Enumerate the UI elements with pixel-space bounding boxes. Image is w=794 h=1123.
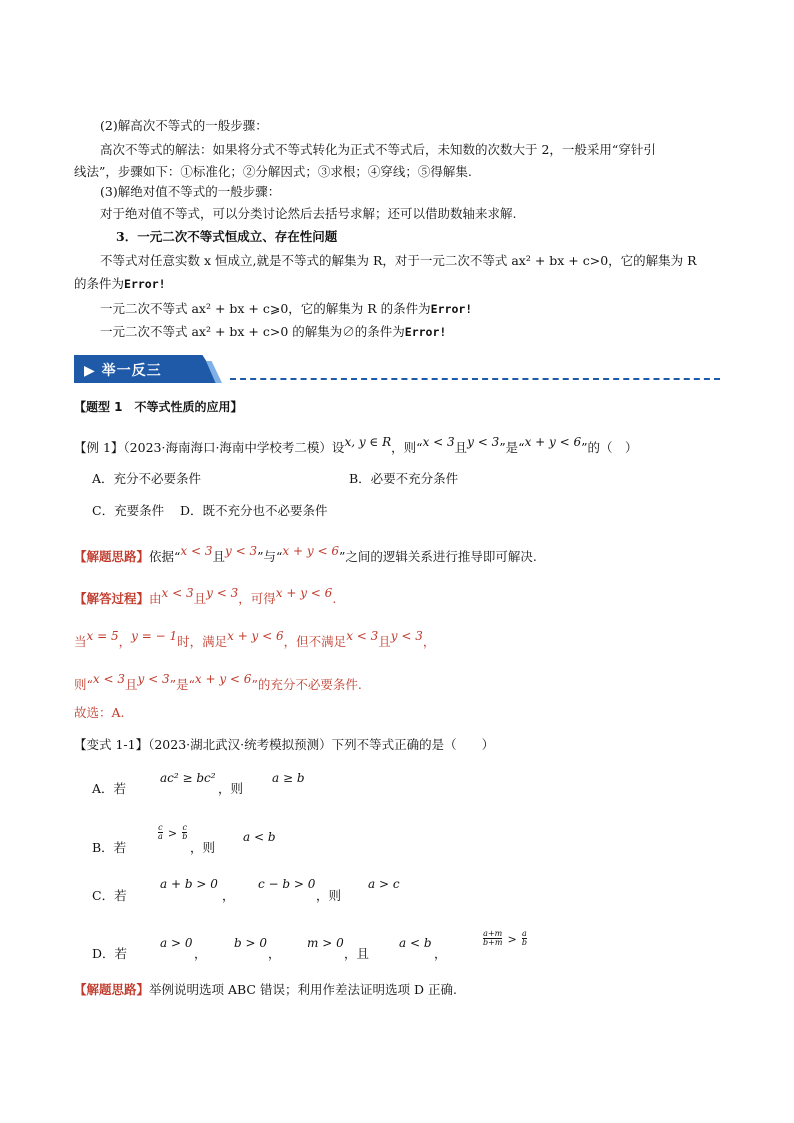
variant-option-b: B．若 bbox=[92, 840, 127, 855]
section3-title: 3．一元二次不等式恒成立、存在性问题 bbox=[116, 229, 338, 244]
variant-c-then: ，则 bbox=[316, 888, 342, 903]
process1-line1: 【解答过程】由x < 3且y < 3，可得x + y < 6. bbox=[74, 586, 337, 606]
type1-title: 【题型 1 不等式性质的应用】 bbox=[74, 400, 243, 414]
variant-c-conclusion: a > c bbox=[368, 877, 400, 891]
abs-line: 对于绝对值不等式，可以分类讨论然后去括号求解；还可以借助数轴来求解. bbox=[100, 206, 517, 221]
variant1-title: 【变式 1-1】（2023·湖北武汉·统考模拟预测）下列不等式正确的是（ ） bbox=[74, 737, 495, 752]
section3-line4: 一元二次不等式 ax² + bx + c>0 的解集为∅的条件为Error! bbox=[100, 324, 447, 339]
high-order-line1: 高次不等式的解法：如果将分式不等式转化为正式不等式后，未知数的次数大于 2，一般采用“穿针引 bbox=[100, 142, 656, 157]
variant1-idea: 【解题思路】举例说明选项 ABC 错误；利用作差法证明选项 D 正确. bbox=[74, 982, 457, 997]
idea1-line: 【解题思路】依据“x < 3且y < 3”与“x + y < 6”之间的逻辑关系进行推导即可解决. bbox=[74, 544, 537, 564]
variant-d-comma3: ， bbox=[434, 946, 447, 961]
variant-d-premise2: b > 0 bbox=[234, 936, 267, 950]
process1-line2: 当x = 5，y = − 1时，满足x + y < 6，但不满足x < 3且y < 3， bbox=[74, 629, 436, 649]
variant-b-premise: $\frac{c}{a}$ > $\frac{c}{b}$ bbox=[158, 823, 188, 841]
variant-d-and: ，且 bbox=[344, 946, 370, 961]
variant-a-then: ，则 bbox=[218, 781, 244, 796]
variant-d-premise4: a < b bbox=[399, 936, 432, 950]
variant-option-a: A．若 bbox=[92, 781, 127, 796]
high-order-title: (2)解高次不等式的一般步骤： bbox=[100, 118, 268, 133]
variant-a-premise: ac² ≥ bc² bbox=[160, 771, 216, 785]
variant-c-comma: ， bbox=[222, 888, 235, 903]
example1-stem: 【例 1】（2023·海南海口·海南中学校考二模）设x, y ∈ R，则“x < 3且y < 3”是“x + y < 6”的（ ） bbox=[74, 435, 638, 455]
variant-b-then: ，则 bbox=[190, 840, 216, 855]
variant-c-premise2: c − b > 0 bbox=[258, 877, 316, 891]
variant-c-premise1: a + b > 0 bbox=[160, 877, 218, 891]
variant-d-premise1: a > 0 bbox=[160, 936, 193, 950]
process1-line3: 则“x < 3且y < 3”是“x + y < 6”的充分不必要条件. bbox=[74, 672, 362, 692]
option-d: D．既不充分也不必要条件 bbox=[180, 503, 328, 518]
banner-title: ▶ 举一反三 bbox=[84, 363, 162, 379]
variant-d-comma1: ， bbox=[194, 946, 207, 961]
variant-a-conclusion: a ≥ b bbox=[272, 771, 305, 785]
high-order-line2: 线法”，步骤如下：①标准化；②分解因式；③求根；④穿线；⑤得解集. bbox=[74, 164, 472, 179]
variant-d-comma2: ， bbox=[268, 946, 281, 961]
play-triangle-icon: ▶ bbox=[84, 363, 96, 379]
option-c: C．充要条件 bbox=[92, 503, 165, 518]
abs-title: (3)解绝对值不等式的一般步骤： bbox=[100, 184, 281, 199]
variant-d-conclusion: $\frac{a+m}{b+m}$ > $\frac{a}{b}$ bbox=[483, 929, 527, 947]
variant-option-d: D．若 bbox=[92, 946, 128, 961]
banner-dashed-rule bbox=[230, 378, 720, 380]
option-b: B．必要不充分条件 bbox=[349, 471, 459, 486]
answer-line: 故选：A. bbox=[74, 705, 125, 720]
section3-line1: 不等式对任意实数 x 恒成立,就是不等式的解集为 R，对于一元二次不等式 ax² + bx + c>0，它的解集为 R bbox=[100, 253, 697, 268]
section3-line2: 的条件为Error! bbox=[74, 276, 166, 291]
variant-d-premise3: m > 0 bbox=[307, 936, 344, 950]
option-a: A．充分不必要条件 bbox=[92, 471, 202, 486]
variant-option-c: C．若 bbox=[92, 888, 127, 903]
section3-line3: 一元二次不等式 ax² + bx + c⩾0，它的解集为 R 的条件为Error! bbox=[100, 301, 473, 316]
variant-b-conclusion: a < b bbox=[243, 830, 276, 844]
